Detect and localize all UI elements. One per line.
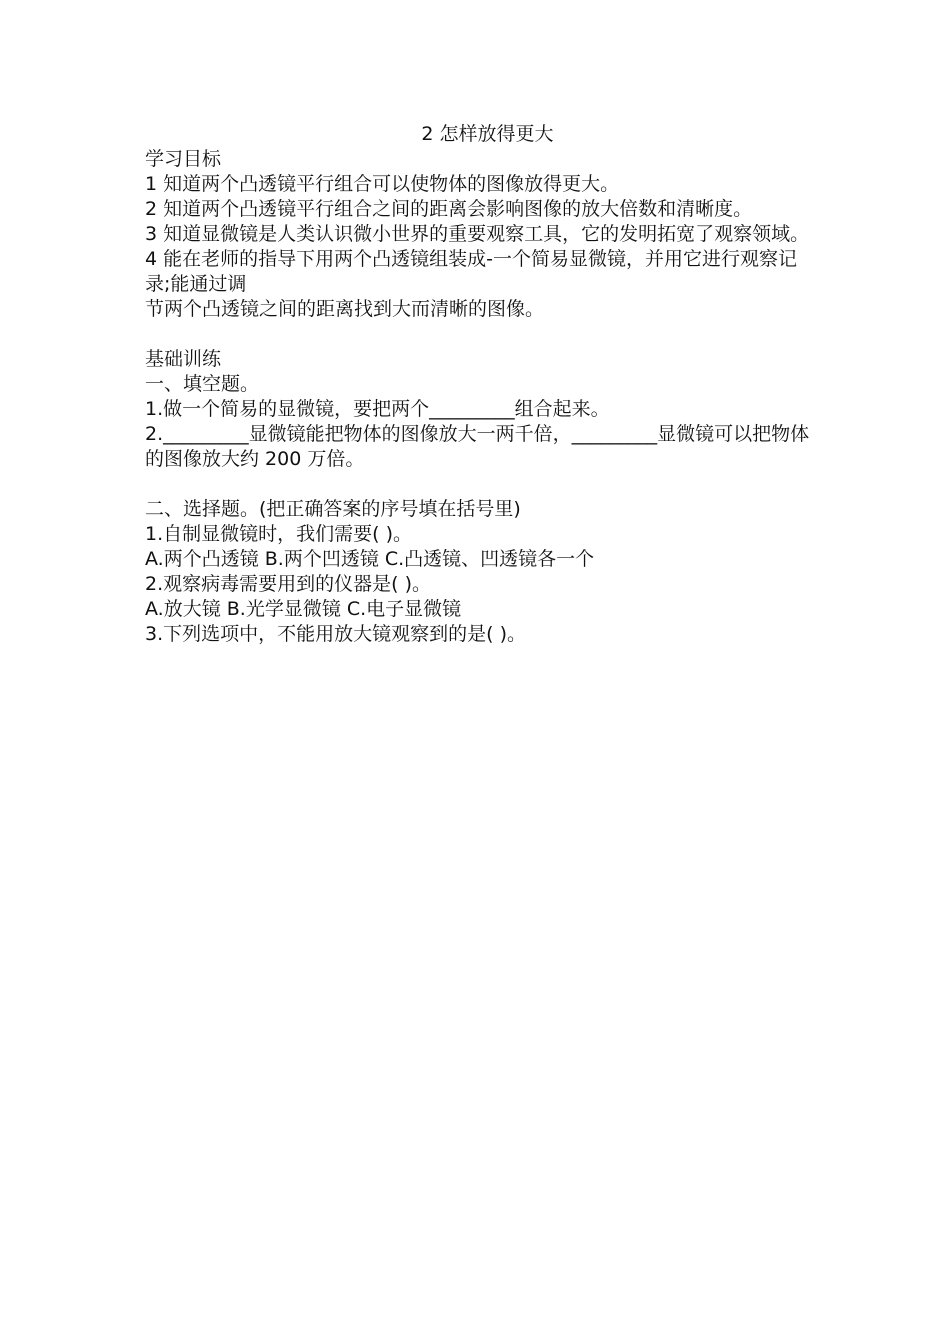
objective-item: 3 知道显微镜是人类认识微小世界的重要观察工具，它的发明拓宽了观察领域。 bbox=[145, 223, 810, 245]
basic-training-heading: 基础训练 bbox=[145, 348, 222, 370]
document-body bbox=[145, 122, 810, 647]
choice-question-2: 2.观察病毒需要用到的仪器是( )。 bbox=[145, 573, 431, 595]
choice-question-1-options: A.两个凸透镜 B.两个凹透镜 C.凸透镜、凹透镜各一个 bbox=[145, 548, 595, 570]
objectives-heading: 学习目标 bbox=[145, 148, 222, 170]
fill-question-1: 1.做一个简易的显微镜，要把两个_________组合起来。 bbox=[145, 398, 610, 420]
objective-item: 4 能在老师的指导下用两个凸透镜组装成-一个简易显微镜，并用它进行观察记录;能通过调 bbox=[145, 248, 797, 295]
spacer bbox=[145, 472, 810, 497]
choice-question-3: 3.下列选项中，不能用放大镜观察到的是( )。 bbox=[145, 623, 526, 645]
choice-question-1: 1.自制显微镜时，我们需要( )。 bbox=[145, 523, 412, 545]
choice-question-2-options: A.放大镜 B.光学显微镜 C.电子显微镜 bbox=[145, 598, 462, 620]
objective-item: 1 知道两个凸透镜平行组合可以使物体的图像放得更大。 bbox=[145, 173, 620, 195]
fill-blank-heading: 一、填空题。 bbox=[145, 373, 260, 395]
objective-item: 2 知道两个凸透镜平行组合之间的距离会影响图像的放大倍数和清晰度。 bbox=[145, 198, 753, 220]
document-title: 2 怎样放得更大 bbox=[421, 123, 554, 145]
spacer bbox=[145, 322, 810, 347]
choice-heading: 二、选择题。(把正确答案的序号填在括号里) bbox=[145, 498, 521, 520]
fill-question-2: 2._________显微镜能把物体的图像放大一两千倍，_________显微镜可以把物体的图像放大约 200 万倍。 bbox=[145, 423, 810, 470]
objective-item: 节两个凸透镜之间的距离找到大而清晰的图像。 bbox=[145, 298, 545, 320]
